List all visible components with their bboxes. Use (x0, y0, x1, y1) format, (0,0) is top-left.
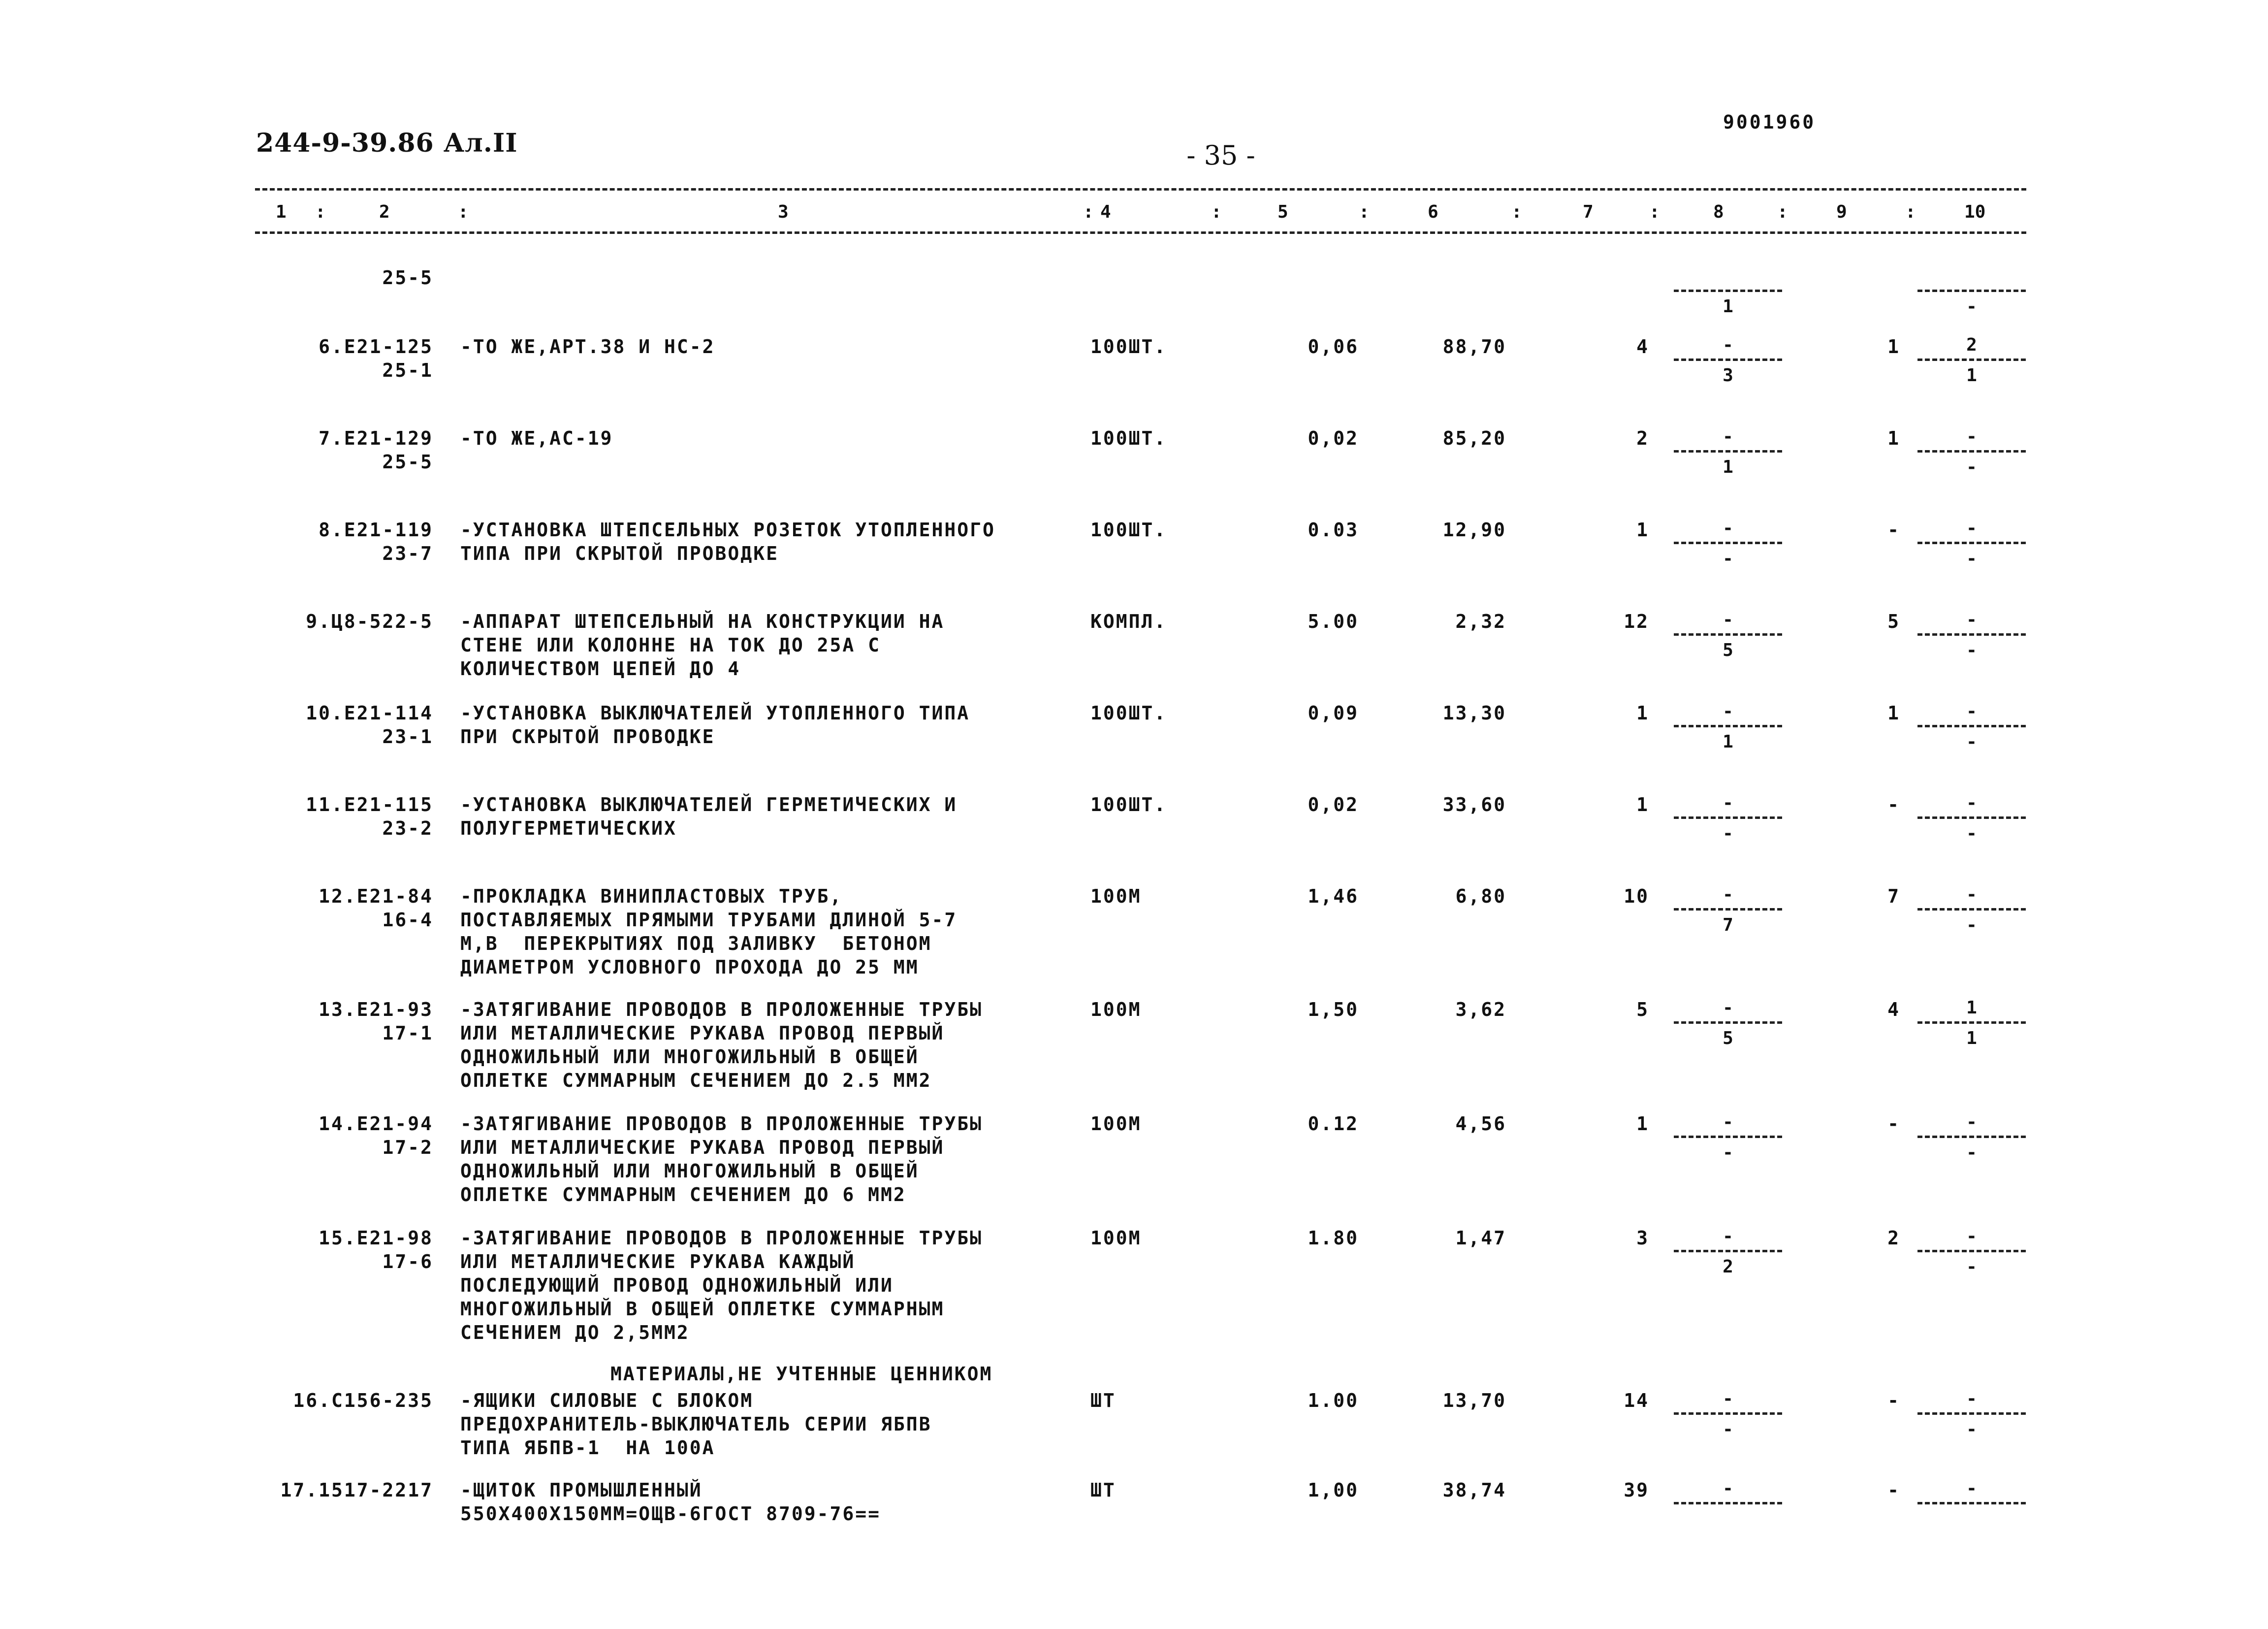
item-code: 9.Ц8-522-5 (306, 611, 433, 632)
document-stamp: 9001960 (1723, 111, 1816, 133)
column-9-value: - (1887, 1390, 1900, 1411)
column-10-fraction-line (1917, 1412, 2026, 1415)
item-unit: КОМПЛ. (1090, 611, 1167, 632)
column-separator: : (1777, 202, 1788, 222)
column-10-numerator: 1 (1966, 998, 1977, 1018)
item-code: 6.Е21-125 25-1 (319, 336, 433, 381)
item-description: -УСТАНОВКА ШТЕПСЕЛЬНЫХ РОЗЕТОК УТОПЛЕННОГО ТИПА ПРИ СКРЫТОЙ ПРОВОДКЕ (460, 519, 995, 564)
item-price: 33,60 (1442, 794, 1506, 815)
column-7-value: 10 (1624, 885, 1649, 907)
document-code: 244-9-39.86 Ал.II (256, 128, 518, 158)
header-rule (255, 231, 2026, 234)
item-price: 3,62 (1455, 999, 1506, 1020)
column-separator: : (458, 202, 469, 222)
column-header-1: 1 (276, 202, 287, 222)
column-10-fraction-line (1917, 1250, 2026, 1252)
column-10-fraction-line (1917, 358, 2026, 361)
item-price: 13,30 (1442, 702, 1506, 724)
column-8-fraction-line (1674, 1250, 1782, 1252)
column-8-numerator: - (1723, 426, 1733, 447)
column-8-fraction-line (1674, 1021, 1782, 1024)
item-description: -УСТАНОВКА ВЫКЛЮЧАТЕЛЕЙ УТОПЛЕННОГО ТИПА ПРИ СКРЫТОЙ ПРОВОДКЕ (460, 702, 970, 748)
column-10-numerator: - (1966, 426, 1977, 447)
column-10-fraction-line (1917, 908, 2026, 911)
column-8-fraction-line (1674, 1412, 1782, 1415)
column-7-value: 39 (1624, 1479, 1649, 1501)
column-7-value: 5 (1636, 999, 1649, 1020)
column-8-fraction-line (1674, 542, 1782, 544)
column-8-fraction-line (1674, 816, 1782, 819)
item-quantity: 1.80 (1308, 1227, 1359, 1249)
item-code: 17.1517-2217 (280, 1479, 433, 1501)
column-10-numerator: 2 (1966, 335, 1977, 355)
column-header-2: 2 (379, 202, 390, 222)
item-price: 88,70 (1442, 336, 1506, 358)
column-9-value: 5 (1887, 611, 1900, 632)
column-8-denominator: - (1723, 1142, 1733, 1163)
column-8-denominator: 1 (1723, 732, 1733, 752)
column-8-fraction-line (1674, 358, 1782, 361)
item-code: 8.Е21-119 23-7 (319, 519, 433, 564)
column-9-value: 1 (1887, 427, 1900, 449)
item-description: -ЗАТЯГИВАНИЕ ПРОВОДОВ В ПРОЛОЖЕННЫЕ ТРУБЫ ИЛИ МЕТАЛЛИЧЕСКИЕ РУКАВА ПРОВОД ПЕРВЫЙ ОДНОЖИЛЬНЫЙ ИЛИ МНОГОЖИЛЬНЫЙ В ОБЩЕЙ ОПЛЕТКЕ СУММАРНЫМ СЕЧЕНИЕМ ДО 6 ММ2 (460, 1113, 983, 1205)
column-8-numerator: - (1723, 701, 1733, 721)
page-number: - 35 - (1186, 140, 1255, 171)
column-10-numerator: - (1966, 610, 1977, 630)
item-description: -ПРОКЛАДКА ВИНИПЛАСТОВЫХ ТРУБ, ПОСТАВЛЯЕМЫХ ПРЯМЫМИ ТРУБАМИ ДЛИНОЙ 5-7 М,В ПЕРЕКРЫТИЯХ ПОД ЗАЛИВКУ БЕТОНОМ ДИАМЕТРОМ УСЛОВНОГО ПРОХОДА ДО 25 ММ (460, 885, 958, 978)
item-unit: 100ШТ. (1090, 336, 1167, 358)
column-8-denominator: 5 (1723, 1028, 1733, 1048)
column-10-numerator: - (1966, 1226, 1977, 1246)
column-8-denominator: - (1723, 823, 1733, 844)
column-9-value: - (1887, 1113, 1900, 1135)
item-unit: 100М (1090, 1227, 1142, 1249)
item-quantity: 1.00 (1308, 1390, 1359, 1411)
column-10-numerator: - (1966, 1112, 1977, 1132)
column-10-fraction-line (1917, 1021, 2026, 1024)
item-code: 12.Е21-84 16-4 (319, 885, 433, 931)
column-10-fraction-line (1917, 290, 2026, 292)
item-unit: 100ШТ. (1090, 794, 1167, 815)
column-10-numerator: - (1966, 1389, 1977, 1409)
item-unit: 100М (1090, 999, 1142, 1020)
item-price: 38,74 (1442, 1479, 1506, 1501)
item-quantity: 1,46 (1308, 885, 1359, 907)
item-unit: 100М (1090, 1113, 1142, 1135)
column-8-fraction-line (1674, 633, 1782, 636)
item-code: 16.С156-235 (293, 1390, 433, 1411)
column-10-numerator: - (1966, 701, 1977, 721)
item-description: -ЯЩИКИ СИЛОВЫЕ С БЛОКОМ ПРЕДОХРАНИТЕЛЬ-ВЫКЛЮЧАТЕЛЬ СЕРИИ ЯБПВ ТИПА ЯБПВ-1 НА 100А (460, 1390, 932, 1459)
column-10-denominator: 1 (1966, 365, 1977, 386)
column-10-fraction-line (1917, 1502, 2026, 1504)
section-title: МАТЕРИАЛЫ,НЕ УЧТЕННЫЕ ЦЕННИКОМ (610, 1363, 993, 1385)
item-description: -УСТАНОВКА ВЫКЛЮЧАТЕЛЕЙ ГЕРМЕТИЧЕСКИХ И ПОЛУГЕРМЕТИЧЕСКИХ (460, 794, 958, 839)
column-8-numerator: - (1723, 335, 1733, 355)
column-header-7: 7 (1583, 202, 1594, 222)
column-10-fraction-line (1917, 816, 2026, 819)
item-price: 2,32 (1455, 611, 1506, 632)
item-unit: 100ШТ. (1090, 427, 1167, 449)
item-code: 11.Е21-115 23-2 (306, 794, 433, 839)
column-separator: : (1905, 202, 1916, 222)
column-8-fraction-line (1674, 908, 1782, 911)
item-description: -ТО ЖЕ,АС-19 (460, 427, 613, 449)
column-10-denominator: - (1966, 823, 1977, 844)
column-10-denominator: - (1966, 732, 1977, 752)
item-description: -ЗАТЯГИВАНИЕ ПРОВОДОВ В ПРОЛОЖЕННЫЕ ТРУБЫ ИЛИ МЕТАЛЛИЧЕСКИЕ РУКАВА ПРОВОД ПЕРВЫЙ ОДНОЖИЛЬНЫЙ ИЛИ МНОГОЖИЛЬНЫЙ В ОБЩЕЙ ОПЛЕТКЕ СУММАРНЫМ СЕЧЕНИЕМ ДО 2.5 ММ2 (460, 999, 983, 1091)
column-7-value: 3 (1636, 1227, 1649, 1249)
top-rule (255, 188, 2026, 191)
column-8-denominator: 1 (1723, 457, 1733, 477)
column-10-fraction-line (1917, 450, 2026, 453)
column-8-denominator: 7 (1723, 915, 1733, 935)
column-8-numerator: - (1723, 1478, 1733, 1499)
column-8-numerator: - (1723, 998, 1733, 1018)
column-8-numerator: - (1723, 610, 1733, 630)
column-10-denominator: - (1966, 549, 1977, 569)
item-description: -ЗАТЯГИВАНИЕ ПРОВОДОВ В ПРОЛОЖЕННЫЕ ТРУБЫ ИЛИ МЕТАЛЛИЧЕСКИЕ РУКАВА КАЖДЫЙ ПОСЛЕДУЮЩИЙ ПРОВОД ОДНОЖИЛЬНЫЙ ИЛИ МНОГОЖИЛЬНЫЙ В ОБЩЕЙ ОПЛЕТКЕ СУММАРНЫМ СЕЧЕНИЕМ ДО 2,5ММ2 (460, 1227, 983, 1343)
item-unit: ШТ (1090, 1479, 1116, 1501)
item-quantity: 1,00 (1308, 1479, 1359, 1501)
column-8-fraction-line (1674, 450, 1782, 453)
item-code: 15.Е21-98 17-6 (319, 1227, 433, 1272)
item-quantity: 0.12 (1308, 1113, 1359, 1135)
column-10-denominator: - (1966, 1419, 1977, 1439)
item-quantity: 0,09 (1308, 702, 1359, 724)
column-header-8: 8 (1713, 202, 1724, 222)
column-8-numerator: - (1723, 518, 1733, 538)
column-8-denominator: 1 (1723, 296, 1733, 317)
item-price: 13,70 (1442, 1390, 1506, 1411)
column-8-denominator: - (1723, 549, 1733, 569)
item-code: 25-5 (382, 267, 433, 289)
column-10-numerator: - (1966, 518, 1977, 538)
column-8-fraction-line (1674, 1502, 1782, 1504)
column-9-value: 1 (1887, 336, 1900, 358)
item-quantity: 0,02 (1308, 794, 1359, 815)
column-header-5: 5 (1278, 202, 1288, 222)
item-unit: 100М (1090, 885, 1142, 907)
column-7-value: 1 (1636, 702, 1649, 724)
column-9-value: 7 (1887, 885, 1900, 907)
column-separator: : (315, 202, 326, 222)
column-7-value: 1 (1636, 1113, 1649, 1135)
item-price: 85,20 (1442, 427, 1506, 449)
column-8-numerator: - (1723, 793, 1733, 813)
column-9-value: 4 (1887, 999, 1900, 1020)
item-unit: 100ШТ. (1090, 702, 1167, 724)
column-8-denominator: 2 (1723, 1257, 1733, 1277)
column-separator: : (1211, 202, 1222, 222)
item-description: -ТО ЖЕ,АРТ.38 И НС-2 (460, 336, 715, 358)
column-header-4: 4 (1100, 202, 1111, 222)
item-price: 6,80 (1455, 885, 1506, 907)
column-10-fraction-line (1917, 1136, 2026, 1138)
column-9-value: - (1887, 1479, 1900, 1501)
item-code: 14.Е21-94 17-2 (319, 1113, 433, 1158)
column-8-fraction-line (1674, 725, 1782, 727)
column-7-value: 1 (1636, 794, 1649, 815)
item-unit: ШТ (1090, 1390, 1116, 1411)
column-8-fraction-line (1674, 1136, 1782, 1138)
column-7-value: 14 (1624, 1390, 1649, 1411)
item-quantity: 0,06 (1308, 336, 1359, 358)
column-10-fraction-line (1917, 725, 2026, 727)
item-price: 12,90 (1442, 519, 1506, 541)
column-separator: : (1511, 202, 1522, 222)
item-description: -АППАРАТ ШТЕПСЕЛЬНЫЙ НА КОНСТРУКЦИИ НА СТЕНЕ ИЛИ КОЛОННЕ НА ТОК ДО 25А С КОЛИЧЕСТВОМ ЦЕПЕЙ ДО 4 (460, 611, 945, 680)
column-8-denominator: 5 (1723, 640, 1733, 660)
column-8-numerator: - (1723, 1226, 1733, 1246)
column-10-denominator: - (1966, 640, 1977, 660)
column-8-numerator: - (1723, 1112, 1733, 1132)
column-header-10: 10 (1964, 202, 1986, 222)
item-unit: 100ШТ. (1090, 519, 1167, 541)
column-7-value: 12 (1624, 611, 1649, 632)
column-10-denominator: - (1966, 915, 1977, 935)
item-code: 7.Е21-129 25-5 (319, 427, 433, 473)
column-header-9: 9 (1836, 202, 1847, 222)
item-code: 13.Е21-93 17-1 (319, 999, 433, 1044)
column-10-denominator: - (1966, 296, 1977, 317)
column-10-fraction-line (1917, 633, 2026, 636)
item-price: 4,56 (1455, 1113, 1506, 1135)
column-10-numerator: - (1966, 884, 1977, 905)
column-8-fraction-line (1674, 290, 1782, 292)
column-separator: : (1083, 202, 1094, 222)
column-10-numerator: - (1966, 793, 1977, 813)
item-code: 10.Е21-114 23-1 (306, 702, 433, 748)
column-separator: : (1649, 202, 1660, 222)
column-8-denominator: - (1723, 1419, 1733, 1439)
item-quantity: 5.00 (1308, 611, 1359, 632)
column-10-numerator: - (1966, 1478, 1977, 1499)
item-quantity: 0,02 (1308, 427, 1359, 449)
column-10-denominator: - (1966, 1142, 1977, 1163)
column-8-numerator: - (1723, 884, 1733, 905)
item-description: -ЩИТОК ПРОМЫШЛЕННЫЙ 550Х400Х150ММ=ОЩВ-6ГОСТ 8709-76== (460, 1479, 881, 1525)
column-9-value: 2 (1887, 1227, 1900, 1249)
column-7-value: 1 (1636, 519, 1649, 541)
column-header-3: 3 (778, 202, 789, 222)
column-7-value: 4 (1636, 336, 1649, 358)
column-header-6: 6 (1428, 202, 1438, 222)
item-quantity: 1,50 (1308, 999, 1359, 1020)
column-10-denominator: - (1966, 457, 1977, 477)
column-9-value: - (1887, 794, 1900, 815)
column-9-value: - (1887, 519, 1900, 541)
column-10-denominator: 1 (1966, 1028, 1977, 1048)
column-8-numerator: - (1723, 1389, 1733, 1409)
column-9-value: 1 (1887, 702, 1900, 724)
column-8-denominator: 3 (1723, 365, 1733, 386)
item-price: 1,47 (1455, 1227, 1506, 1249)
column-10-denominator: - (1966, 1257, 1977, 1277)
column-7-value: 2 (1636, 427, 1649, 449)
column-separator: : (1359, 202, 1370, 222)
column-10-fraction-line (1917, 542, 2026, 544)
item-quantity: 0.03 (1308, 519, 1359, 541)
